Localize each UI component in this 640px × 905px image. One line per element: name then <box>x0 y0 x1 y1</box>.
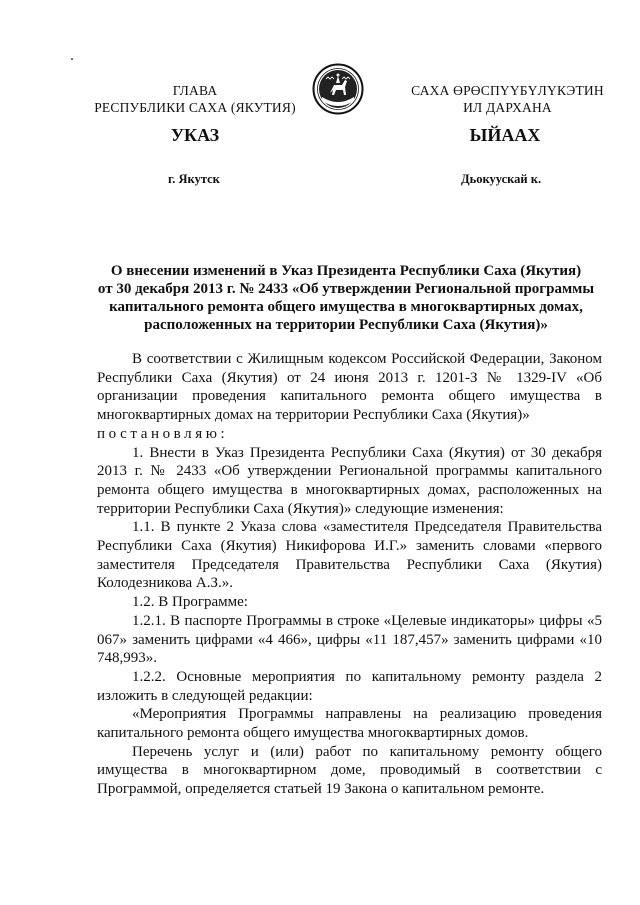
title-line: расположенных на территории Республики Саха (Якутия)» <box>144 317 548 333</box>
header-right-line2: ИЛ ДАРХАНА <box>463 100 552 115</box>
city-sakha: Дьокуускай к. <box>461 172 542 186</box>
decree-word: постановляю: <box>97 425 229 442</box>
decree-title <box>92 262 600 334</box>
header-left-line2: РЕСПУБЛИКИ САХА (ЯКУТИЯ) <box>94 100 296 115</box>
paragraph-item-1-2: 1.2. В Программе: <box>132 594 248 611</box>
title-line: капитального ремонта общего имущества в многоквартирных домах, <box>109 299 583 315</box>
header-left-line1: ГЛАВА <box>172 83 218 98</box>
paragraph-item-1-2-2: 1.2.2. Основные мероприятия по капитальному ремонту раздела 2 изложить в следующей редакции: <box>97 668 602 704</box>
title-line: от 30 декабря 2013 г. № 2433 «Об утверждении Региональной программы <box>97 281 595 297</box>
paragraph-item-1-2-1: 1.2.1. В паспорте Программы в строке «Целевые индикаторы» цифры «5 067» заменить цифрами «4 466», цифры «11 187,457» заменить цифрами «10 748,993». <box>97 612 602 667</box>
paragraph-services-list: Перечень услуг и (или) работ по капитальному ремонту общего имущества в многоквартирном доме, проводимый в соответствии с Программой, определяется статьей 19 Закона о капитальном ремонте. <box>97 743 602 798</box>
paragraph-item-1-1: 1.1. В пункте 2 Указа слова «заместителя Председателя Правительства Республики Саха (Якутия) Никифорова И.Г.» заменить словами «первого заместителя Председателя Правительства Республики Саха (Якутия) Колодезникова А.З.». <box>97 519 602 592</box>
decree-body <box>97 350 602 799</box>
doc-type-ru: УКАЗ <box>170 125 220 145</box>
paragraph-quote-start: «Мероприятия Программы направлены на реализацию проведения капитального ремонта общего имущества многоквартирных домов. <box>97 706 602 742</box>
scan-speck <box>71 58 73 60</box>
doc-type-sakha: ЫЙААХ <box>469 125 541 145</box>
header-right-line1: САХА ӨРӨСПҮҮБҮЛҮКЭТИН <box>411 83 604 98</box>
title-line: О внесении изменений в Указ Президента Республики Саха (Якутия) <box>110 263 582 279</box>
paragraph-item-1: 1. Внести в Указ Президента Республики Саха (Якутия) от 30 декабря 2013 г. № 2433 «Об утверждении Региональной программы капитального ремонта общего имущества в многоквартирных домах, расположенных на территории Республики Саха (Якутия)» следующие изменения: <box>97 444 602 517</box>
header-left-block <box>80 82 310 116</box>
city-ru: г. Якутск <box>168 172 220 186</box>
header-right-block <box>395 82 620 116</box>
paragraph-preamble: В соответствии с Жилищным кодексом Российской Федерации, Законом Республики Саха (Якутия) от 24 июня 2013 г. 1201-З № 1329-IV «Об организации проведения капитального ремонта общего имущества в многоквартирных домах на территории Республики Саха (Якутия)» <box>97 351 602 424</box>
coat-of-arms-emblem-icon <box>312 63 364 115</box>
